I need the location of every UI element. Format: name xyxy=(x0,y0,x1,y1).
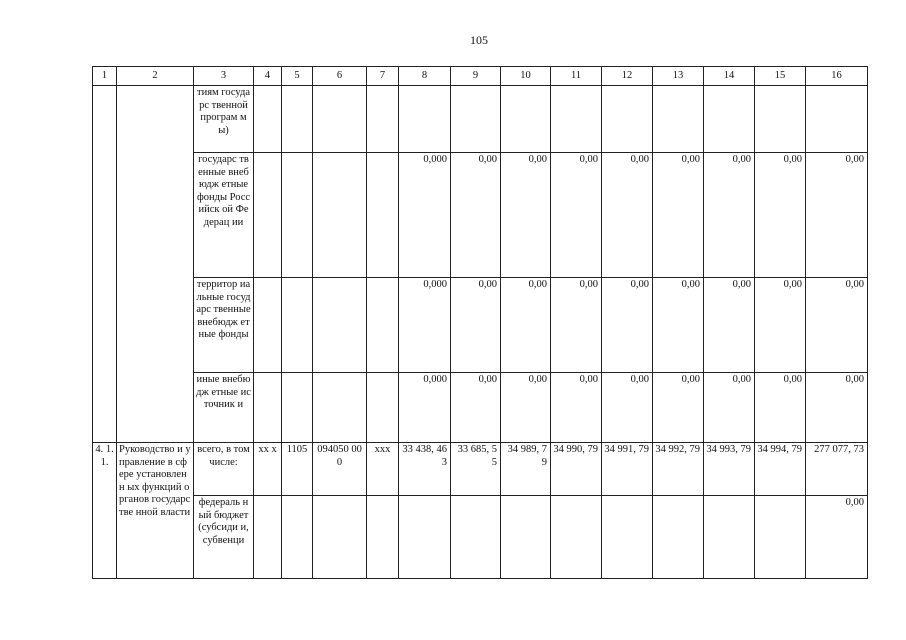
source-label: государс твенные внебюдж етные фонды Российск ой Федерац ии xyxy=(194,153,254,278)
value-cell: 0,00 xyxy=(755,153,806,278)
source-label: федераль ный бюджет (субсиди и, субвенци xyxy=(194,496,254,579)
value-cell: 0,00 xyxy=(704,278,755,373)
table-row xyxy=(93,373,868,443)
header-cell: 2 xyxy=(117,67,194,86)
value-cell xyxy=(704,86,755,153)
header-cell: 12 xyxy=(602,67,653,86)
empty-cell xyxy=(282,86,313,153)
header-cell: 5 xyxy=(282,67,313,86)
table-row xyxy=(93,443,868,496)
value-cell xyxy=(755,86,806,153)
value-cell xyxy=(551,86,602,153)
empty-cell xyxy=(313,373,367,443)
empty-cell xyxy=(282,496,313,579)
empty-cell xyxy=(367,373,399,443)
header-cell: 6 xyxy=(313,67,367,86)
header-cell: 8 xyxy=(399,67,451,86)
header-cell: 13 xyxy=(653,67,704,86)
empty-cell xyxy=(282,278,313,373)
value-cell xyxy=(602,496,653,579)
item-title: Руководство и управление в сфере установленн ых функций органов государстве нной власти xyxy=(117,443,194,579)
value-cell xyxy=(501,86,551,153)
value-cell: 0,00 xyxy=(704,373,755,443)
value-cell: 0,00 xyxy=(451,153,501,278)
value-cell: 0,00 xyxy=(551,373,602,443)
value-cell xyxy=(653,496,704,579)
value-cell: 0,00 xyxy=(451,278,501,373)
code-cell: 094050 000 xyxy=(313,443,367,496)
code-cell: 1105 xyxy=(282,443,313,496)
table-row xyxy=(93,278,868,373)
header-row xyxy=(93,67,868,86)
value-cell: 34 992, 79 xyxy=(653,443,704,496)
empty-cell xyxy=(282,373,313,443)
value-cell xyxy=(451,86,501,153)
header-cell: 9 xyxy=(451,67,501,86)
empty-cell xyxy=(254,153,282,278)
source-label: иные внебюдж етные источник и xyxy=(194,373,254,443)
value-cell xyxy=(602,86,653,153)
empty-cell xyxy=(313,153,367,278)
header-cell: 3 xyxy=(194,67,254,86)
value-cell: 0,00 xyxy=(501,373,551,443)
empty-cell xyxy=(313,278,367,373)
value-cell: 0,00 xyxy=(806,373,868,443)
empty-cell xyxy=(313,496,367,579)
value-cell: 0,000 xyxy=(399,278,451,373)
budget-table xyxy=(92,66,868,579)
value-cell: 0,00 xyxy=(551,153,602,278)
value-cell: 0,000 xyxy=(399,373,451,443)
table-row xyxy=(93,86,868,153)
header-cell: 1 xyxy=(93,67,117,86)
header-cell: 11 xyxy=(551,67,602,86)
empty-cell xyxy=(117,86,194,443)
value-cell: 34 994, 79 xyxy=(755,443,806,496)
value-cell: 0,00 xyxy=(451,373,501,443)
item-number: 4. 1. 1. xyxy=(93,443,117,579)
empty-cell xyxy=(313,86,367,153)
header-cell: 14 xyxy=(704,67,755,86)
value-cell: 0,00 xyxy=(755,278,806,373)
header-cell: 15 xyxy=(755,67,806,86)
empty-cell xyxy=(367,278,399,373)
value-cell: 0,00 xyxy=(602,373,653,443)
value-cell xyxy=(755,496,806,579)
value-cell: 277 077, 73 xyxy=(806,443,868,496)
value-cell: 0,00 xyxy=(501,153,551,278)
value-cell: 0,00 xyxy=(653,153,704,278)
value-cell xyxy=(399,496,451,579)
value-cell xyxy=(451,496,501,579)
empty-cell xyxy=(282,153,313,278)
source-label: тиям государс твенной програм мы) xyxy=(194,86,254,153)
source-label: территор иальные государс твенные внебюдж етные фонды xyxy=(194,278,254,373)
empty-cell xyxy=(254,278,282,373)
header-cell: 10 xyxy=(501,67,551,86)
value-cell: 33 438, 463 xyxy=(399,443,451,496)
value-cell: 0,00 xyxy=(704,153,755,278)
empty-cell xyxy=(254,496,282,579)
value-cell: 0,00 xyxy=(653,373,704,443)
value-cell: 34 993, 79 xyxy=(704,443,755,496)
value-cell: 0,00 xyxy=(806,153,868,278)
value-cell xyxy=(806,86,868,153)
header-cell: 16 xyxy=(806,67,868,86)
value-cell: 33 685, 55 xyxy=(451,443,501,496)
page-number: 105 xyxy=(470,33,488,47)
header-cell: 4 xyxy=(254,67,282,86)
value-cell xyxy=(704,496,755,579)
empty-cell xyxy=(93,86,117,443)
value-cell: 34 991, 79 xyxy=(602,443,653,496)
code-cell: хх х xyxy=(254,443,282,496)
value-cell xyxy=(501,496,551,579)
value-cell: 0,000 xyxy=(399,153,451,278)
empty-cell xyxy=(254,373,282,443)
table-row xyxy=(93,496,868,579)
value-cell: 0,00 xyxy=(501,278,551,373)
value-cell: 0,00 xyxy=(602,278,653,373)
value-cell: 34 990, 79 xyxy=(551,443,602,496)
value-cell: 0,00 xyxy=(602,153,653,278)
value-cell xyxy=(653,86,704,153)
code-cell: ххх xyxy=(367,443,399,496)
empty-cell xyxy=(367,86,399,153)
source-label: всего, в том числе: xyxy=(194,443,254,496)
header-cell: 7 xyxy=(367,67,399,86)
empty-cell xyxy=(367,153,399,278)
table-row xyxy=(93,153,868,278)
value-cell: 0,00 xyxy=(755,373,806,443)
empty-cell xyxy=(254,86,282,153)
value-cell xyxy=(551,496,602,579)
value-cell: 0,00 xyxy=(551,278,602,373)
empty-cell xyxy=(367,496,399,579)
value-cell: 0,00 xyxy=(653,278,704,373)
value-cell: 0,00 xyxy=(806,496,868,579)
value-cell: 34 989, 79 xyxy=(501,443,551,496)
value-cell xyxy=(399,86,451,153)
value-cell: 0,00 xyxy=(806,278,868,373)
